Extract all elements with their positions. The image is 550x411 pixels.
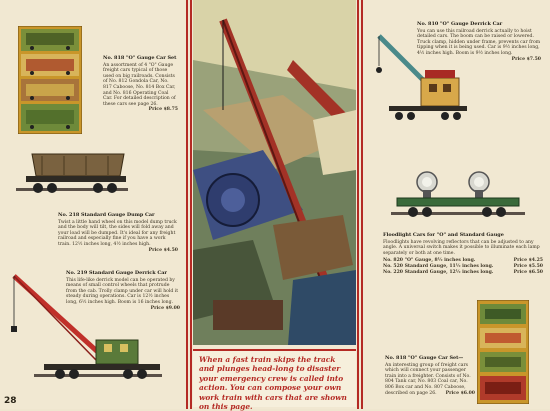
- car-set-box-image: [18, 26, 82, 134]
- right-column: [363, 0, 550, 409]
- car-set-description: [103, 56, 178, 113]
- car-set-body: An assortment of 4 "O" Gauge freight cars typical of those used on big railroads. Consists of No. 812 Gondola Car, No. 817 Caboose, No. 814 Box Car, and No. 816 Operating Coal Car. For detailed description of these cars see page 26.: [103, 62, 176, 107]
- dump-car-price: Price $4.50: [148, 247, 178, 253]
- dump-car-body: Twist a little hand wheel on this model dump truck and the body will tilt, the sides will fold away and your load will be dumped. It's ideal for any freight railroad and especially fine if you have a work train. 12½ inches long, 4½ inches high.: [58, 219, 177, 247]
- o-gauge-car-set-price: Price $6.00: [445, 390, 475, 396]
- dump-car-description: [58, 213, 178, 253]
- floodlight-line-2: No. 520 Standard Gauge, 11½ inches long. Price $5.50: [383, 263, 543, 269]
- derrick-car-title: No. 219 Standard Gauge Derrick Car: [66, 270, 167, 276]
- floodlight-body: Floodlights have revolving reflectors that can be adjusted to any angle. A universal switch makes it possible to illuminate each lamp separately or both at one time.: [383, 239, 540, 256]
- dump-car-image: [12, 148, 132, 200]
- o-gauge-car-set-title: No. 818 "O" Gauge Car Set—: [385, 355, 464, 361]
- o-gauge-derrick-price: Price $7.50: [511, 56, 541, 62]
- caption-box: [193, 349, 356, 411]
- o-gauge-car-set-description: [385, 356, 475, 396]
- floodlight-title: Floodlight Cars for "O" and Standard Gauge: [383, 232, 504, 238]
- floodlight-description: [383, 233, 543, 275]
- derrick-car-description: [66, 271, 180, 311]
- o-gauge-derrick-description: [417, 22, 541, 62]
- car-set-price: Price $8.75: [148, 107, 178, 113]
- car-set-title: No. 818 "O" Gauge Car Set: [103, 55, 177, 61]
- derrick-car-price: Price $9.00: [150, 305, 180, 311]
- caption-text: When a fast train skips the track and plunges head-long to disaster your emergency crew is called into action. You can compose your own work train with cars that are shown on this page.: [199, 355, 347, 411]
- o-gauge-derrick-body: You can use this railroad derrick actually to hoist detailed cars. The boom can be raised or lowered. Truck clamp, hidden under frame, prevents car from tipping when it is being used. Car is 9½ inches long, 4½ inches high. Boom is 9½ inches long.: [417, 28, 541, 56]
- wreck-illustration: [193, 0, 356, 345]
- left-red-rule-inner: [190, 0, 192, 409]
- dump-car-title: No. 218 Standard Gauge Dump Car: [58, 212, 155, 218]
- floodlight-line-3: No. 220 Standard Gauge, 12½ inches long. Price $6.50: [383, 269, 543, 275]
- page-number: 28: [4, 396, 17, 406]
- left-red-rule: [186, 0, 188, 409]
- o-gauge-car-set-body: An interesting group of freight cars which will connect your passenger train into a freighter. Consists of No. 804 Tank car, No. 803 Coal car, No. 806 Box car and No. 807 Caboose, described on page 26.: [385, 362, 471, 396]
- derrick-car-body: This life-like derrick model can be operated by means of small control wheels that protrude from the cab. Trolly clamp under car will hold it steady during operations. Car is 12½ inches long, 6½ inches high. Boom is 16 inches long.: [66, 277, 179, 305]
- floodlight-line-1: No. 820 "O" Gauge, 8½ inches long. Price $4.25: [383, 258, 543, 264]
- center-panel: [193, 0, 356, 409]
- right-red-rule-inner: [357, 0, 359, 409]
- o-gauge-car-set-box-image: [477, 300, 529, 404]
- left-column: [0, 0, 186, 409]
- floodlight-car-image: [387, 168, 527, 224]
- o-gauge-derrick-title: No. 810 "O" Gauge Derrick Car: [417, 21, 503, 27]
